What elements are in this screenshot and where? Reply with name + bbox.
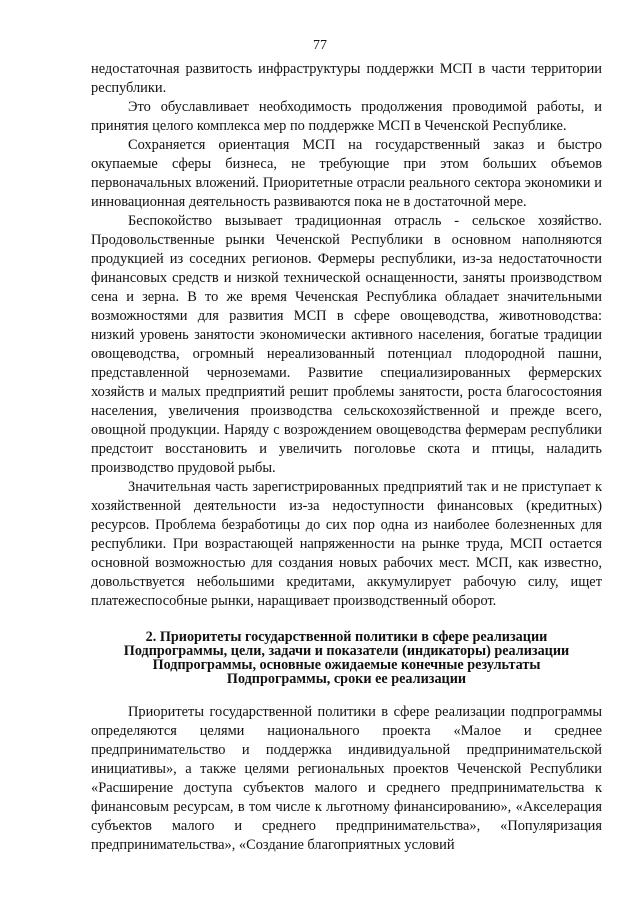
section-heading-line: Подпрограммы, сроки ее реализации <box>226 671 467 687</box>
section-heading <box>91 630 602 686</box>
paragraph-priorities: Приоритеты государственной политики в сфере реализации подпрограммы определяются целями национального проекта «Малое и среднее предпринимательство и поддержка индивидуальной предпринимательской инициативы», а также целями региональных проектов Чеченской Республики «Расширение доступа субъектов малого и среднего предпринимательства к финансовым ресурсам, в том числе к льготному финансированию», «Акселерация субъектов малого и среднего предпринимательства», «Популяризация предпринимательства», «Создание благоприятных условий <box>91 704 602 853</box>
section-heading-line: Подпрограммы, цели, задачи и показатели (индикаторы) реализации <box>123 643 570 659</box>
paragraph-unemployment: Значительная часть зарегистрированных предприятий так и не приступает к хозяйственной деятельности из-за недоступности финансовых (кредитных) ресурсов. Проблема безработицы до сих пор одна из наиболее болезненных для республики. При возрастающей напряженности на рынке труда, МСП остается основной возможностью для создания новых рабочих мест. МСП, как известно, довольствуется небольшими кредитами, аккумулирует рабочую силу, ищет платежеспособные рынки, наращивает производственный оборот. <box>91 479 602 609</box>
paragraph-orientation: Сохраняется ориентация МСП на государственный заказ и быстро окупаемые сферы бизнеса, не требующие при этом больших объемов первоначальных вложений. Приоритетные отрасли реального сектора экономики и инновационная деятельность развиваются пока не в достаточной мере. <box>91 137 602 210</box>
section-heading-line: 2. Приоритеты государственной политики в сфере реализации <box>145 629 548 645</box>
section-heading-line: Подпрограммы, основные ожидаемые конечные результаты <box>152 657 541 673</box>
paragraph-need-for-support: Это обуславливает необходимость продолжения проводимой работы, и принятия целого комплекса мер по поддержке МСП в Чеченской Республике. <box>91 99 602 134</box>
paragraph-continuation: недостаточная развитость инфраструктуры поддержки МСП в части территории республики. <box>91 61 602 96</box>
page-number: 77 <box>313 38 327 53</box>
paragraph-agriculture: Беспокойство вызывает традиционная отрасль - сельское хозяйство. Продовольственные рынки Чеченской Республики в основном наполняются продукцией из соседних регионов. Фермеры республики, из-за недостаточности финансовых средств и низкой технической оснащенности, заняты производством сена и зерна. В то же время Чеченская Республика обладает значительными возможностями для развития МСП в сфере овощеводства, животноводства: низкий уровень занятости экономически активного населения, богатые традиции овощеводства, огромный нереализованный потенциал плодородной пашни, представленной черноземами. Развитие специализированных фермерских хозяйств и малых предприятий решит проблемы занятости, роста благосостояния населения, увеличения производства сельскохозяйственной и прежде всего, овощной продукции. Наряду с возрождением овощеводства фермерам республики предстоит восстановить и увеличить поголовье скота и птицы, наладить производство прудовой рыбы. <box>91 213 602 476</box>
page-body <box>91 60 602 855</box>
